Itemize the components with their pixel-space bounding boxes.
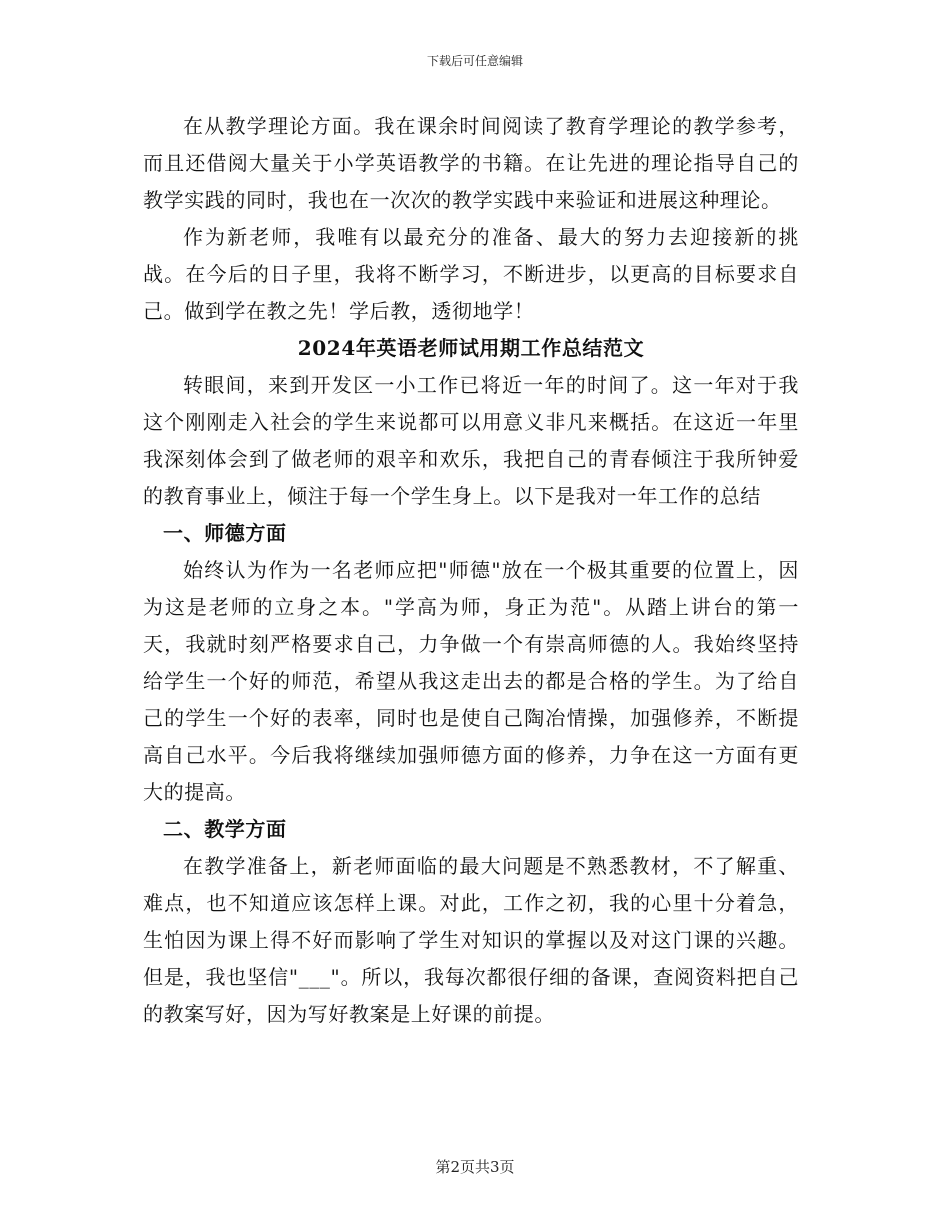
document-body — [143, 108, 799, 1033]
paragraph-intro: 转眼间，来到开发区一小工作已将近一年的时间了。这一年对于我这个刚刚走入社会的学生来说都可以用意义非凡来概括。在这近一年里我深刻体会到了做老师的艰辛和欢乐，我把自己的青春倾注于我所钟爱的教育事业上，倾注于每一个学生身上。以下是我对一年工作的总结 — [143, 373, 799, 508]
paragraph-new-teacher: 作为新老师，我唯有以最充分的准备、最大的努力去迎接新的挑战。在今后的日子里，我将不断学习，不断进步，以更高的目标要求自己。做到学在教之先！学后教，透彻地学！ — [143, 225, 799, 323]
page-number: 第2页共3页 — [435, 1158, 515, 1176]
section-heading-ethics: 一、师德方面 — [163, 521, 287, 545]
paragraph-theory: 在从教学理论方面。我在课余时间阅读了教育学理论的教学参考，而且还借阅大量关于小学英语教学的书籍。在让先进的理论指导自己的教学实践的同时，我也在一次次的教学实践中来验证和进展这种理论。 — [143, 114, 799, 212]
paragraph-teaching: 在教学准备上，新老师面临的最大问题是不熟悉教材，不了解重、难点，也不知道应该怎样上课。对此，工作之初，我的心里十分着急，生怕因为课上得不好而影响了学生对知识的掌握以及对这门课的兴趣。但是，我也坚信"___"。所以，我每次都很仔细的备课，查阅资料把自己的教案写好，因为写好教案是上好课的前提。 — [143, 854, 799, 1026]
section-heading-teaching: 二、教学方面 — [163, 817, 287, 841]
page-header: 下载后可任意编辑 — [426, 54, 523, 68]
paragraph-ethics: 始终认为作为一名老师应把"师德"放在一个极其重要的位置上，因为这是老师的立身之本。"学高为师，身正为范"。从踏上讲台的第一天，我就时刻严格要求自己，力争做一个有崇高师德的人。我始终坚持给学生一个好的师范，希望从我这走出去的都是合格的学生。为了给自己的学生一个好的表率，同时也是使自己陶冶情操，加强修养，不断提高自己水平。今后我将继续加强师德方面的修养，力争在这一方面有更大的提高。 — [143, 558, 799, 804]
document-title: 2024年英语老师试用期工作总结范文 — [297, 336, 645, 360]
